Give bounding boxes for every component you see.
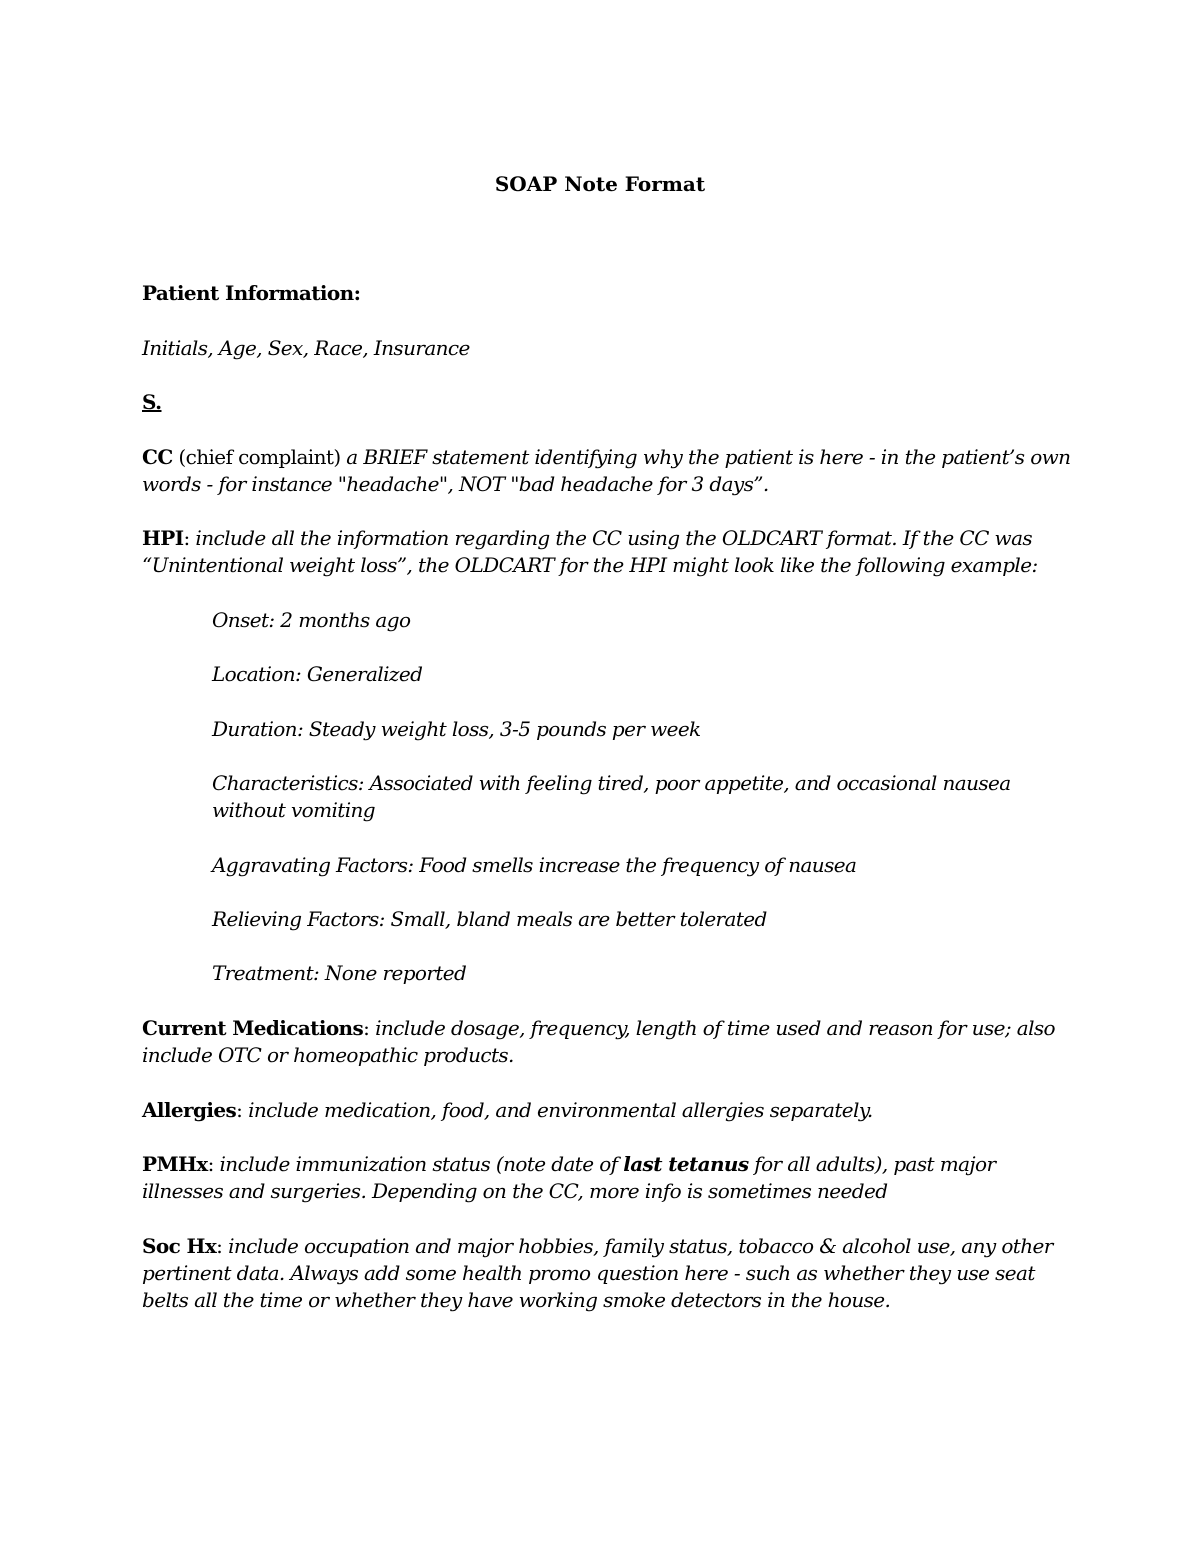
patient-information-heading: Patient Information: (142, 281, 361, 305)
pmhx-text-after: for all adults), past major illnesses and surgeries. Depending on the CC, more info is sometimes needed (142, 1152, 996, 1203)
subjective-heading: S. (142, 390, 162, 414)
oldcart-duration: Duration: Steady weight loss, 3-5 pounds per week (212, 717, 701, 741)
cc-paragraph (142, 444, 1072, 498)
soc-hx-paragraph (142, 1233, 1072, 1314)
pmhx-colon: : (207, 1152, 220, 1176)
cc-text: a BRIEF statement identifying why the patient is here - in the patient’s own words - for instance "headache", NOT "bad headache for 3 days”. (142, 445, 1071, 496)
oldcart-onset: Onset: 2 months ago (212, 608, 411, 632)
pmhx-text-before: include immunization status (note date of (219, 1152, 624, 1176)
soc-hx-text: include occupation and major hobbies, family status, tobacco & alcohol use, any other pertinent data. Always add some health promo question here - such as whether they use seat belts all the time or whether they have working smoke detectors in the house. (142, 1234, 1053, 1312)
cc-paren: (chief complaint) (172, 445, 347, 469)
hpi-colon: : (183, 526, 196, 550)
soc-hx-colon: : (216, 1234, 229, 1258)
oldcart-characteristics: Characteristics: Associated with feeling tired, poor appetite, and occasional nausea without vomiting (212, 771, 1011, 822)
oldcart-aggravating-factors: Aggravating Factors: Food smells increase the frequency of nausea (212, 853, 857, 877)
soc-hx-label: Soc Hx (142, 1234, 217, 1258)
patient-information-fields: Initials, Age, Sex, Race, Insurance (142, 336, 470, 360)
allergies-label: Allergies (142, 1098, 237, 1122)
current-medications-text: include dosage, frequency, length of time used and reason for use; also include OTC or homeopathic products. (142, 1016, 1055, 1067)
allergies-text: include medication, food, and environmental allergies separately. (248, 1098, 873, 1122)
oldcart-location: Location: Generalized (212, 662, 423, 686)
allergies-colon: : (236, 1098, 249, 1122)
hpi-text: include all the information regarding the CC using the OLDCART format. If the CC was “Unintentional weight loss”, the OLDCART for the HPI might look like the following example: (142, 526, 1038, 577)
oldcart-treatment: Treatment: None reported (212, 961, 467, 985)
hpi-label: HPI (142, 526, 184, 550)
document-title: SOAP Note Format (494, 172, 706, 196)
current-medications-paragraph (142, 1015, 1072, 1069)
current-medications-colon: : (363, 1016, 376, 1040)
current-medications-label: Current Medications (142, 1016, 364, 1040)
allergies-paragraph (142, 1097, 1072, 1124)
pmhx-emphasis: last tetanus (623, 1152, 749, 1176)
hpi-paragraph (142, 525, 1072, 579)
cc-label: CC (142, 445, 173, 469)
pmhx-paragraph (142, 1151, 1072, 1205)
pmhx-label: PMHx (142, 1152, 208, 1176)
oldcart-relieving-factors: Relieving Factors: Small, bland meals are better tolerated (212, 907, 767, 931)
